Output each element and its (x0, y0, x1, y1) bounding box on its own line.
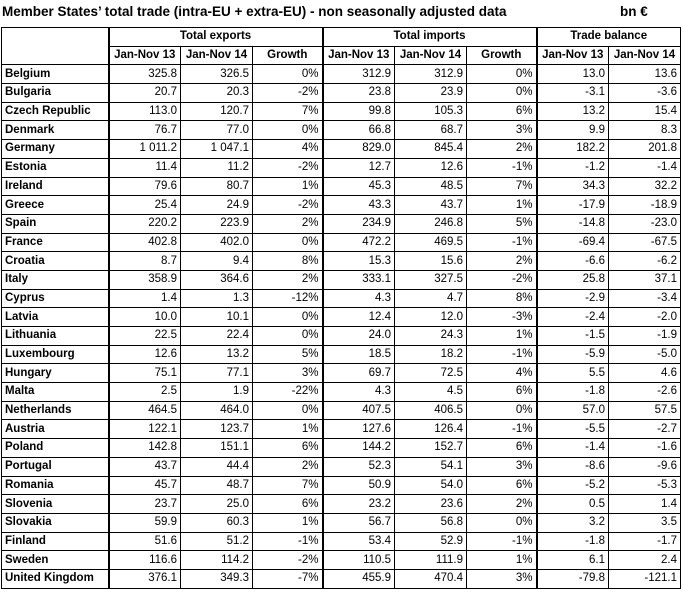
balance-p1-cell: 13.0 (537, 65, 609, 84)
imports-p2-cell: 24.3 (395, 327, 467, 346)
table-row (2, 513, 681, 532)
country-cell: Ireland (2, 177, 109, 196)
exports-growth-cell: -22% (253, 383, 323, 402)
exports-p1-cell: 10.0 (109, 308, 181, 327)
imports-growth-cell: 1% (467, 327, 537, 346)
country-cell: Denmark (2, 121, 109, 140)
exports-growth-cell: 6% (253, 439, 323, 458)
balance-p2-cell: -67.5 (609, 233, 681, 252)
country-cell: Belgium (2, 65, 109, 84)
imports-growth-cell: -2% (467, 270, 537, 289)
imports-p1-cell: 52.3 (323, 457, 395, 476)
country-cell: Greece (2, 196, 109, 215)
exports-growth-cell: 1% (253, 513, 323, 532)
exports-p2-cell: 223.9 (181, 214, 253, 233)
exports-p2-cell: 25.0 (181, 495, 253, 514)
imports-p2-cell: 18.2 (395, 345, 467, 364)
table-row (2, 327, 681, 346)
imports-p2-cell: 246.8 (395, 214, 467, 233)
exports-p2-cell: 364.6 (181, 270, 253, 289)
exports-growth-cell: 1% (253, 420, 323, 439)
balance-p1-cell: -2.9 (537, 289, 609, 308)
balance-p2-cell: -2.6 (609, 383, 681, 402)
balance-p1-cell: 0.5 (537, 495, 609, 514)
balance-p2-cell: 8.3 (609, 121, 681, 140)
imports-growth-cell: 6% (467, 102, 537, 121)
imports-growth-cell: 2% (467, 495, 537, 514)
exports-growth-cell: 8% (253, 252, 323, 271)
exports-p2-cell: 1 047.1 (181, 140, 253, 159)
balance-p1-cell: 6.1 (537, 551, 609, 570)
imports-p2-cell: 12.6 (395, 158, 467, 177)
exports-growth-cell: 5% (253, 345, 323, 364)
imports-growth-cell: 0% (467, 401, 537, 420)
country-cell: Italy (2, 270, 109, 289)
exports-growth-cell: 4% (253, 140, 323, 159)
balance-p1-cell: -5.2 (537, 476, 609, 495)
country-cell: Croatia (2, 252, 109, 271)
imports-p1-cell: 4.3 (323, 289, 395, 308)
country-cell: Slovakia (2, 513, 109, 532)
exports-p1-cell: 142.8 (109, 439, 181, 458)
table-row (2, 569, 681, 588)
country-cell: Slovenia (2, 495, 109, 514)
balance-p2-cell: 15.4 (609, 102, 681, 121)
imports-p1-cell: 234.9 (323, 214, 395, 233)
imports-p2-cell: 845.4 (395, 140, 467, 159)
country-cell: Germany (2, 140, 109, 159)
exports-growth-cell: 0% (253, 401, 323, 420)
exports-p1-cell: 402.8 (109, 233, 181, 252)
imports-p2-cell: 406.5 (395, 401, 467, 420)
imports-p1-cell: 50.9 (323, 476, 395, 495)
table-row (2, 457, 681, 476)
balance-p1-cell: 5.5 (537, 364, 609, 383)
exports-p1-cell: 1 011.2 (109, 140, 181, 159)
imports-growth-cell: 2% (467, 252, 537, 271)
imports-p1-cell: 23.8 (323, 84, 395, 103)
exports-p1-cell: 12.6 (109, 345, 181, 364)
table-row (2, 495, 681, 514)
table-row (2, 345, 681, 364)
balance-p2-cell: -9.6 (609, 457, 681, 476)
country-cell: Hungary (2, 364, 109, 383)
balance-p1-cell: 57.0 (537, 401, 609, 420)
exports-p1-cell: 2.5 (109, 383, 181, 402)
group-header-row (2, 28, 681, 47)
imports-p2-cell: 111.9 (395, 551, 467, 570)
balance-p1-header: Jan-Nov 13 (537, 46, 609, 65)
imports-growth-cell: 0% (467, 84, 537, 103)
exports-p1-cell: 116.6 (109, 551, 181, 570)
imports-p2-cell: 52.9 (395, 532, 467, 551)
imports-p2-cell: 105.3 (395, 102, 467, 121)
imports-p1-cell: 18.5 (323, 345, 395, 364)
exports-p2-cell: 24.9 (181, 196, 253, 215)
table-row (2, 439, 681, 458)
exports-p2-cell: 13.2 (181, 345, 253, 364)
country-cell: Spain (2, 214, 109, 233)
exports-p1-cell: 20.7 (109, 84, 181, 103)
imports-p2-cell: 54.0 (395, 476, 467, 495)
imports-p1-cell: 15.3 (323, 252, 395, 271)
exports-growth-cell: 0% (253, 65, 323, 84)
imports-p1-cell: 472.2 (323, 233, 395, 252)
table-row (2, 289, 681, 308)
exports-growth-cell: 0% (253, 121, 323, 140)
country-cell: Romania (2, 476, 109, 495)
imports-p2-cell: 126.4 (395, 420, 467, 439)
balance-p1-cell: -1.5 (537, 327, 609, 346)
imports-p2-cell: 54.1 (395, 457, 467, 476)
country-cell: Estonia (2, 158, 109, 177)
exports-p1-cell: 220.2 (109, 214, 181, 233)
exports-p1-cell: 8.7 (109, 252, 181, 271)
exports-p1-cell: 11.4 (109, 158, 181, 177)
exports-p2-cell: 464.0 (181, 401, 253, 420)
country-cell: Austria (2, 420, 109, 439)
table-row (2, 65, 681, 84)
exports-p2-cell: 44.4 (181, 457, 253, 476)
imports-p1-cell: 455.9 (323, 569, 395, 588)
balance-p2-cell: -1.9 (609, 327, 681, 346)
balance-p1-cell: -3.1 (537, 84, 609, 103)
balance-p2-cell: -5.3 (609, 476, 681, 495)
imports-growth-header: Growth (467, 46, 537, 65)
imports-p1-cell: 407.5 (323, 401, 395, 420)
exports-p2-cell: 60.3 (181, 513, 253, 532)
exports-p2-cell: 48.7 (181, 476, 253, 495)
imports-p2-header: Jan-Nov 14 (395, 46, 467, 65)
exports-p1-cell: 358.9 (109, 270, 181, 289)
exports-p2-cell: 1.3 (181, 289, 253, 308)
imports-p1-cell: 43.3 (323, 196, 395, 215)
balance-p2-cell: -121.1 (609, 569, 681, 588)
imports-p2-cell: 15.6 (395, 252, 467, 271)
exports-p1-cell: 23.7 (109, 495, 181, 514)
exports-p2-cell: 349.3 (181, 569, 253, 588)
imports-growth-cell: 4% (467, 364, 537, 383)
imports-p1-cell: 69.7 (323, 364, 395, 383)
exports-growth-cell: 0% (253, 233, 323, 252)
balance-p2-cell: -3.4 (609, 289, 681, 308)
exports-p2-cell: 120.7 (181, 102, 253, 121)
balance-p2-cell: -5.0 (609, 345, 681, 364)
imports-growth-cell: 6% (467, 383, 537, 402)
balance-group-header: Trade balance (537, 28, 681, 47)
balance-p2-cell: 57.5 (609, 401, 681, 420)
balance-p1-cell: 25.8 (537, 270, 609, 289)
imports-p2-cell: 23.9 (395, 84, 467, 103)
exports-p2-cell: 402.0 (181, 233, 253, 252)
exports-p1-cell: 325.8 (109, 65, 181, 84)
exports-p1-cell: 76.7 (109, 121, 181, 140)
exports-growth-cell: 1% (253, 177, 323, 196)
imports-p1-cell: 333.1 (323, 270, 395, 289)
exports-p2-cell: 326.5 (181, 65, 253, 84)
balance-p1-cell: -1.8 (537, 532, 609, 551)
table-row (2, 532, 681, 551)
exports-p1-header: Jan-Nov 13 (109, 46, 181, 65)
exports-p1-cell: 122.1 (109, 420, 181, 439)
imports-growth-cell: 8% (467, 289, 537, 308)
imports-growth-cell: -1% (467, 158, 537, 177)
table-row (2, 270, 681, 289)
table-row (2, 140, 681, 159)
country-cell: Portugal (2, 457, 109, 476)
exports-p1-cell: 25.4 (109, 196, 181, 215)
balance-p2-header: Jan-Nov 14 (609, 46, 681, 65)
table-row (2, 233, 681, 252)
balance-p2-cell: -3.6 (609, 84, 681, 103)
imports-p1-cell: 12.7 (323, 158, 395, 177)
balance-p2-cell: 1.4 (609, 495, 681, 514)
exports-growth-cell: 0% (253, 308, 323, 327)
balance-p2-cell: -6.2 (609, 252, 681, 271)
exports-growth-cell: 2% (253, 270, 323, 289)
imports-p2-cell: 312.9 (395, 65, 467, 84)
country-cell: Netherlands (2, 401, 109, 420)
imports-growth-cell: 3% (467, 121, 537, 140)
imports-p2-cell: 12.0 (395, 308, 467, 327)
exports-growth-cell: 7% (253, 476, 323, 495)
balance-p2-cell: 13.6 (609, 65, 681, 84)
exports-growth-cell: -7% (253, 569, 323, 588)
imports-growth-cell: 3% (467, 569, 537, 588)
exports-growth-cell: 2% (253, 214, 323, 233)
exports-p2-cell: 114.2 (181, 551, 253, 570)
balance-p1-cell: -1.2 (537, 158, 609, 177)
exports-p2-cell: 9.4 (181, 252, 253, 271)
balance-p1-cell: -17.9 (537, 196, 609, 215)
country-cell: Luxembourg (2, 345, 109, 364)
imports-growth-cell: 6% (467, 476, 537, 495)
imports-p2-cell: 4.7 (395, 289, 467, 308)
balance-p2-cell: -2.7 (609, 420, 681, 439)
country-cell: Finland (2, 532, 109, 551)
balance-p2-cell: 32.2 (609, 177, 681, 196)
balance-p2-cell: 3.5 (609, 513, 681, 532)
imports-p1-cell: 56.7 (323, 513, 395, 532)
table-body (2, 65, 681, 588)
exports-growth-cell: -2% (253, 84, 323, 103)
table-row (2, 476, 681, 495)
table-row (2, 84, 681, 103)
exports-p2-cell: 20.3 (181, 84, 253, 103)
balance-p2-cell: -2.0 (609, 308, 681, 327)
exports-growth-cell: -2% (253, 551, 323, 570)
imports-growth-cell: -1% (467, 233, 537, 252)
balance-p1-cell: -2.4 (537, 308, 609, 327)
imports-p2-cell: 72.5 (395, 364, 467, 383)
imports-p1-cell: 53.4 (323, 532, 395, 551)
imports-growth-cell: -3% (467, 308, 537, 327)
imports-p2-cell: 4.5 (395, 383, 467, 402)
imports-p1-cell: 4.3 (323, 383, 395, 402)
imports-growth-cell: -1% (467, 532, 537, 551)
exports-p2-cell: 11.2 (181, 158, 253, 177)
exports-p2-cell: 77.0 (181, 121, 253, 140)
table-row (2, 551, 681, 570)
exports-growth-cell: 0% (253, 327, 323, 346)
table-row (2, 196, 681, 215)
exports-p1-cell: 79.6 (109, 177, 181, 196)
imports-p1-cell: 24.0 (323, 327, 395, 346)
imports-p1-cell: 12.4 (323, 308, 395, 327)
exports-p2-cell: 10.1 (181, 308, 253, 327)
country-cell: Bulgaria (2, 84, 109, 103)
imports-p2-cell: 56.8 (395, 513, 467, 532)
exports-p1-cell: 59.9 (109, 513, 181, 532)
exports-p1-cell: 464.5 (109, 401, 181, 420)
imports-p1-cell: 127.6 (323, 420, 395, 439)
exports-growth-cell: -1% (253, 532, 323, 551)
imports-p2-cell: 68.7 (395, 121, 467, 140)
table-row (2, 177, 681, 196)
imports-p2-cell: 43.7 (395, 196, 467, 215)
country-cell: Lithuania (2, 327, 109, 346)
exports-p2-cell: 77.1 (181, 364, 253, 383)
country-cell: France (2, 233, 109, 252)
balance-p2-cell: -1.4 (609, 158, 681, 177)
imports-p1-cell: 23.2 (323, 495, 395, 514)
exports-p1-cell: 1.4 (109, 289, 181, 308)
imports-p1-header: Jan-Nov 13 (323, 46, 395, 65)
imports-p2-cell: 327.5 (395, 270, 467, 289)
balance-p2-cell: -1.7 (609, 532, 681, 551)
imports-growth-cell: 0% (467, 513, 537, 532)
exports-growth-cell: 7% (253, 102, 323, 121)
country-cell: Sweden (2, 551, 109, 570)
balance-p1-cell: -5.5 (537, 420, 609, 439)
imports-growth-cell: 1% (467, 196, 537, 215)
exports-p2-cell: 1.9 (181, 383, 253, 402)
imports-group-header: Total imports (323, 28, 537, 47)
imports-growth-cell: 7% (467, 177, 537, 196)
balance-p1-cell: 182.2 (537, 140, 609, 159)
table-row (2, 121, 681, 140)
imports-growth-cell: -1% (467, 345, 537, 364)
exports-growth-cell: 2% (253, 457, 323, 476)
table-row (2, 383, 681, 402)
title-row (0, 0, 683, 26)
exports-p2-header: Jan-Nov 14 (181, 46, 253, 65)
exports-growth-cell: 6% (253, 495, 323, 514)
country-cell: United Kingdom (2, 569, 109, 588)
balance-p2-cell: -18.9 (609, 196, 681, 215)
balance-p2-cell: -23.0 (609, 214, 681, 233)
imports-p1-cell: 110.5 (323, 551, 395, 570)
balance-p1-cell: -1.8 (537, 383, 609, 402)
exports-growth-cell: -12% (253, 289, 323, 308)
balance-p2-cell: -1.6 (609, 439, 681, 458)
exports-p1-cell: 22.5 (109, 327, 181, 346)
balance-p1-cell: -5.9 (537, 345, 609, 364)
balance-p1-cell: 9.9 (537, 121, 609, 140)
balance-p2-cell: 37.1 (609, 270, 681, 289)
imports-p2-cell: 23.6 (395, 495, 467, 514)
exports-p2-cell: 151.1 (181, 439, 253, 458)
imports-p1-cell: 99.8 (323, 102, 395, 121)
balance-p1-cell: -79.8 (537, 569, 609, 588)
exports-p2-cell: 80.7 (181, 177, 253, 196)
exports-p1-cell: 376.1 (109, 569, 181, 588)
table-row (2, 364, 681, 383)
imports-growth-cell: -1% (467, 420, 537, 439)
exports-p2-cell: 51.2 (181, 532, 253, 551)
balance-p1-cell: 13.2 (537, 102, 609, 121)
exports-p1-cell: 51.6 (109, 532, 181, 551)
balance-p2-cell: 2.4 (609, 551, 681, 570)
imports-growth-cell: 2% (467, 140, 537, 159)
balance-p1-cell: -1.4 (537, 439, 609, 458)
exports-growth-cell: 3% (253, 364, 323, 383)
balance-p1-cell: -69.4 (537, 233, 609, 252)
exports-p1-cell: 75.1 (109, 364, 181, 383)
imports-p2-cell: 469.5 (395, 233, 467, 252)
imports-p1-cell: 829.0 (323, 140, 395, 159)
table-row (2, 214, 681, 233)
exports-p1-cell: 45.7 (109, 476, 181, 495)
balance-p1-cell: -14.8 (537, 214, 609, 233)
country-header (2, 28, 109, 65)
table-row (2, 102, 681, 121)
imports-p2-cell: 152.7 (395, 439, 467, 458)
balance-p1-cell: 34.3 (537, 177, 609, 196)
exports-growth-cell: -2% (253, 196, 323, 215)
imports-p1-cell: 45.3 (323, 177, 395, 196)
imports-p1-cell: 312.9 (323, 65, 395, 84)
table-row (2, 158, 681, 177)
unit-label: bn € (620, 4, 648, 19)
exports-p2-cell: 22.4 (181, 327, 253, 346)
imports-growth-cell: 5% (467, 214, 537, 233)
imports-growth-cell: 1% (467, 551, 537, 570)
imports-p1-cell: 144.2 (323, 439, 395, 458)
balance-p1-cell: -6.6 (537, 252, 609, 271)
balance-p1-cell: 3.2 (537, 513, 609, 532)
imports-growth-cell: 6% (467, 439, 537, 458)
imports-p1-cell: 66.8 (323, 121, 395, 140)
imports-growth-cell: 0% (467, 65, 537, 84)
country-cell: Czech Republic (2, 102, 109, 121)
balance-p2-cell: 201.8 (609, 140, 681, 159)
imports-p2-cell: 48.5 (395, 177, 467, 196)
balance-p1-cell: -8.6 (537, 457, 609, 476)
table-row (2, 401, 681, 420)
country-cell: Latvia (2, 308, 109, 327)
trade-table (1, 27, 681, 589)
country-cell: Poland (2, 439, 109, 458)
exports-p2-cell: 123.7 (181, 420, 253, 439)
table-row (2, 420, 681, 439)
country-cell: Malta (2, 383, 109, 402)
imports-growth-cell: 3% (467, 457, 537, 476)
exports-group-header: Total exports (109, 28, 323, 47)
country-cell: Cyprus (2, 289, 109, 308)
balance-p2-cell: 4.6 (609, 364, 681, 383)
table-row (2, 308, 681, 327)
exports-growth-header: Growth (253, 46, 323, 65)
page-title: Member States’ total trade (intra-EU + extra-EU) - non seasonally adjusted data (2, 4, 507, 19)
imports-p2-cell: 470.4 (395, 569, 467, 588)
exports-p1-cell: 43.7 (109, 457, 181, 476)
exports-p1-cell: 113.0 (109, 102, 181, 121)
table-row (2, 252, 681, 271)
exports-growth-cell: -2% (253, 158, 323, 177)
